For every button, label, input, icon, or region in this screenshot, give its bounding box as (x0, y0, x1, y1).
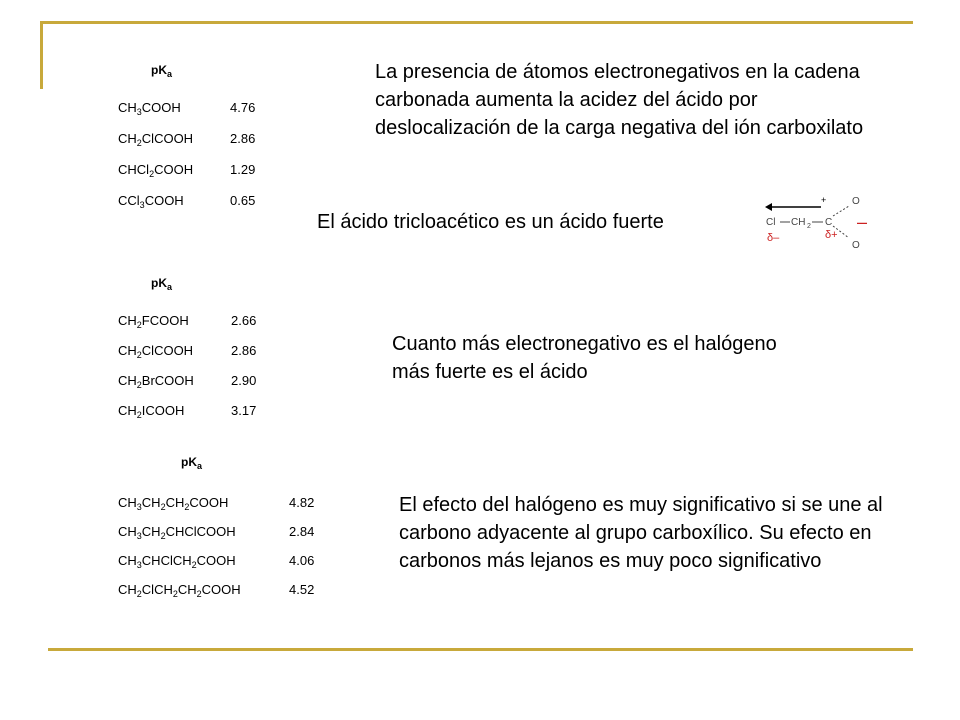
compound-name: $CH_3CHClCH_2COOH$ (118, 553, 236, 570)
cl-label: Cl (766, 217, 776, 228)
pka-value: 0.65 (230, 193, 256, 208)
compound-name: CHCl$_2$COOH (118, 162, 194, 179)
o-top-label: O (852, 196, 860, 207)
pka-value: 2.84 (289, 524, 315, 539)
pka-value: 2.90 (231, 373, 257, 388)
minus-charge: – (857, 212, 868, 232)
paragraph-halogen-position: El efecto del halógeno es muy significativo si se une al carbono adyacente al grupo carboxílico. Su efecto en carbonos más lejanos es muy poco significativo (399, 494, 883, 572)
compound-name: $CH_2BrCOOH$ (118, 373, 194, 390)
compound-name: $CH_3COOH$ (118, 100, 181, 117)
c-label: C (825, 217, 833, 228)
delta-plus: δ+ (825, 229, 838, 241)
paragraph-halogen-strength: Cuanto más electronegativo es el halógeno más fuerte es el ácido (392, 333, 777, 383)
paragraph-electronegative-atoms: La presencia de átomos electronegativos en la cadena carbonada aumenta la acidez del ácido por deslocalización de la carga negativa del ión carboxilato (375, 61, 864, 139)
pka-value: 4.76 (230, 100, 256, 115)
compound-name: $CH_3CH_2CHClCOOH$ (118, 524, 236, 541)
pka-value: 2.66 (231, 313, 257, 328)
pka-header-3: $pK_a$ (181, 455, 203, 471)
compound-name: $CH_2ClCOOH$ (118, 131, 194, 148)
compound-name: $CH_2FCOOH$ (118, 313, 189, 330)
bottom-rule (48, 648, 913, 651)
ch-sub-label: 2 (807, 223, 811, 230)
pka-value: 1.29 (230, 162, 256, 177)
paragraph-tricloroacetic: El ácido tricloacético es un ácido fuerte (317, 211, 664, 233)
compound-name: $CH_2ICOOH$ (118, 403, 185, 420)
compound-name: $CH_2ClCH_2CH_2COOH$ (118, 582, 241, 599)
pka-value: 4.52 (289, 582, 315, 597)
top-rule (40, 21, 913, 24)
pka-value: 3.17 (231, 403, 257, 418)
plus-sign: + (821, 195, 827, 205)
o-bottom-label: O (852, 240, 860, 251)
delta-minus: δ– (767, 232, 780, 244)
compound-name: $CH_2ClCOOH$ (118, 343, 194, 360)
pka-header-1: $pK_a$ (151, 63, 173, 79)
left-rule (40, 21, 43, 89)
pka-value: 4.82 (289, 495, 315, 510)
pka-value: 2.86 (231, 343, 257, 358)
carboxylate-diagram (755, 188, 875, 258)
pka-header-2: $pK_a$ (151, 276, 173, 292)
compound-name: $CH_3CH_2CH_2COOH$ (118, 495, 229, 512)
ch-label: CH (791, 217, 806, 228)
pka-value: 2.86 (230, 131, 256, 146)
pka-value: 4.06 (289, 553, 315, 568)
compound-name: CCl$_3$COOH (118, 193, 184, 210)
